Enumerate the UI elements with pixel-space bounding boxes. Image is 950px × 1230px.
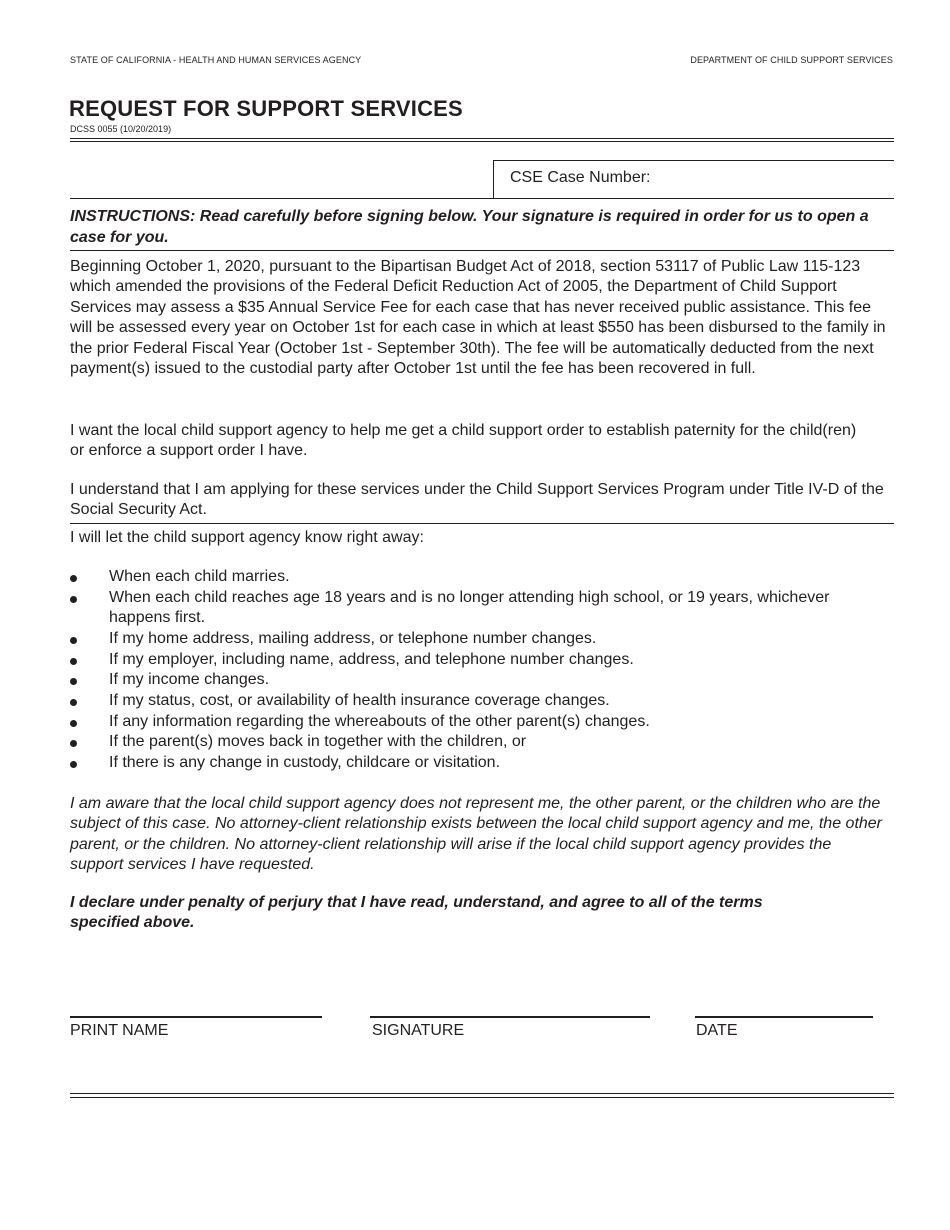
notify-list <box>70 567 870 774</box>
section-rule <box>70 523 894 524</box>
instructions-rule <box>70 198 894 199</box>
understand-paragraph: I understand that I am applying for these services under the Child Support Services Program under Title IV-D of the Social Security Act. <box>70 481 884 519</box>
list-item: If my income changes. <box>70 670 870 690</box>
bullet-icon <box>70 699 77 706</box>
list-item: If there is any change in custody, childcare or visitation. <box>70 753 870 773</box>
aware-paragraph: I am aware that the local child support agency does not represent me, the other parent, or the children who are the subject of this case. No attorney-client relationship exists between the local child support agency and me, the other parent, or the children. No attorney-client relationship will arise if the local child support agency provides the support services I have requested. <box>70 795 883 874</box>
want-help-paragraph: I want the local child support agency to help me get a child support order to establish paternity for the child(ren) or enforce a support order I have. <box>70 422 857 460</box>
signature-label: SIGNATURE <box>372 1022 465 1039</box>
bullet-icon <box>70 575 77 582</box>
print-name-label: PRINT NAME <box>70 1022 169 1039</box>
case-number-label: CSE Case Number: <box>510 169 651 186</box>
instructions-rule-bottom <box>70 250 894 251</box>
list-item: If the parent(s) moves back in together with the children, or <box>70 732 870 752</box>
footer-rule-bottom <box>70 1097 894 1098</box>
print-name-line[interactable] <box>70 1016 322 1018</box>
title-rule-top <box>70 138 894 139</box>
date-line[interactable] <box>695 1016 873 1018</box>
bullet-icon <box>70 596 77 603</box>
list-item: If my employer, including name, address, and telephone number changes. <box>70 650 870 670</box>
bullet-icon <box>70 658 77 665</box>
department-header: DEPARTMENT OF CHILD SUPPORT SERVICES <box>690 55 893 65</box>
form-number: DCSS 0055 (10/20/2019) <box>70 124 172 134</box>
fee-paragraph: Beginning October 1, 2020, pursuant to the Bipartisan Budget Act of 2018, section 53117 of Public Law 115-123 which amended the provisions of the Federal Deficit Reduction Act of 2005, the Department of Child Support Services may assess a $35 Annual Service Fee for each case that has never received public assistance. This fee will be assessed every year on October 1st for each case in which at least $550 has been disbursed to the family in the prior Federal Fiscal Year (October 1st - September 30th). The fee will be automatically deducted from the next payment(s) issued to the custodial party after October 1st until the fee has been recovered in full. <box>70 258 886 378</box>
list-item: If any information regarding the whereabouts of the other parent(s) changes. <box>70 712 870 732</box>
page-title: REQUEST FOR SUPPORT SERVICES <box>69 96 463 121</box>
list-item: If my status, cost, or availability of health insurance coverage changes. <box>70 691 870 711</box>
list-item: If my home address, mailing address, or telephone number changes. <box>70 629 870 649</box>
declaration: I declare under penalty of perjury that I have read, understand, and agree to all of the terms specified above. <box>70 894 763 932</box>
agency-header: STATE OF CALIFORNIA - HEALTH AND HUMAN SERVICES AGENCY <box>70 55 362 65</box>
signature-line[interactable] <box>370 1016 650 1018</box>
bullet-icon <box>70 761 77 768</box>
notify-intro: I will let the child support agency know right away: <box>70 529 424 546</box>
footer-rule-top <box>70 1093 894 1094</box>
bullet-icon <box>70 637 77 644</box>
bullet-icon <box>70 740 77 747</box>
list-item: When each child reaches age 18 years and is no longer attending high school, or 19 years, whichever happens first. <box>70 588 870 629</box>
list-item: When each child marries. <box>70 567 870 587</box>
bullet-icon <box>70 678 77 685</box>
instructions-text: INSTRUCTIONS: Read carefully before signing below. Your signature is required in order for us to open a case for you. <box>70 208 869 246</box>
date-label: DATE <box>696 1022 738 1039</box>
bullet-icon <box>70 720 77 727</box>
title-rule-bottom <box>70 141 894 142</box>
